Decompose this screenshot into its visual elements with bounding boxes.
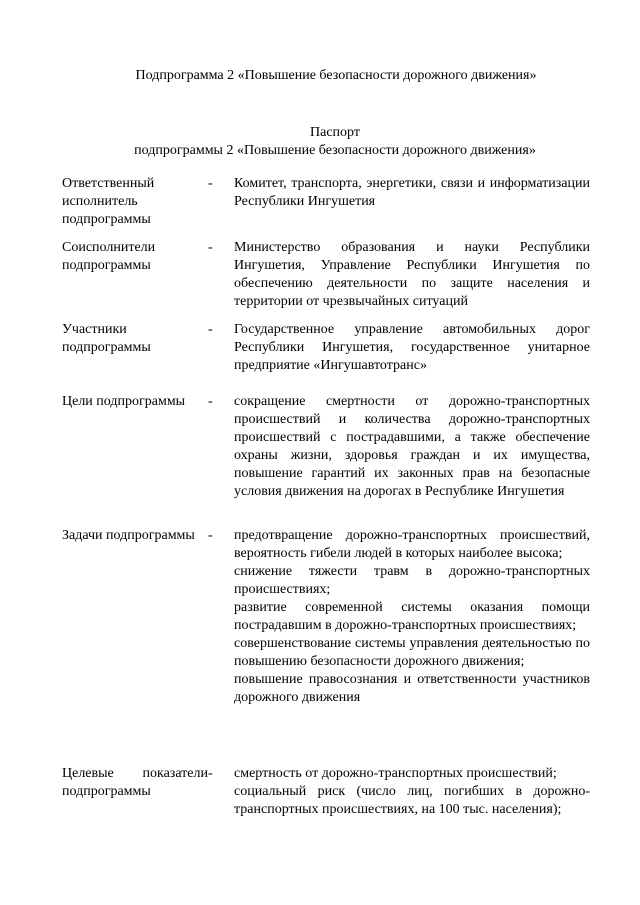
- row-value-paragraph: снижение тяжести травм в дорожно-транспортных происшествиях;: [234, 564, 590, 597]
- row-value-paragraph: сокращение смертности от дорожно-транспортных происшествий и количества дорожно-транспортных происшествий с пострадавшими, а также обеспечение охраны жизни, здоровья граждан и их имущества, повышение гарантий их законных прав на безопасные условия движения на дорогах в Республике Ингушетия: [234, 394, 590, 499]
- row-value-paragraph: Министерство образования и науки Республики Ингушетия, Управление Республики Ингушетия по обеспечению деятельности по защите населения и территории от чрезвычайных ситуаций: [234, 240, 590, 309]
- passport-row-coexecutors: [62, 239, 590, 311]
- row-dash: -: [208, 394, 213, 409]
- row-value: [234, 321, 590, 375]
- row-value-paragraph: повышение правосознания и ответственности участников дорожного движения: [234, 672, 590, 705]
- row-value-paragraph: Комитет, транспорта, энергетики, связи и информатизации Республики Ингушетия: [234, 176, 590, 209]
- row-value-paragraph: социальный риск (число лиц, погибших в дорожно-транспортных происшествиях, на 100 тыс. населения);: [234, 784, 590, 817]
- row-value: [234, 765, 590, 819]
- row-dash: -: [208, 240, 213, 255]
- row-value-paragraph: развитие современной системы оказания помощи пострадавшим в дорожно-транспортных происшествиях;: [234, 600, 590, 633]
- row-value: [234, 527, 590, 707]
- row-value-paragraph: смертность от дорожно-транспортных происшествий;: [234, 766, 557, 781]
- passport-row-responsible: [62, 175, 590, 229]
- row-value-paragraph: совершенствование системы управления деятельностью по повышению безопасности дорожного движения;: [234, 636, 590, 669]
- passport-title-line1: Паспорт: [310, 125, 360, 140]
- passport-title: [0, 124, 640, 160]
- row-value: [234, 239, 590, 311]
- row-dash: -: [208, 766, 213, 781]
- row-label: Участники подпрограммы: [62, 322, 151, 355]
- row-value: [234, 175, 590, 211]
- page-title: Подпрограмма 2 «Повышение безопасности дорожного движения»: [135, 68, 537, 83]
- passport-row-tasks: [62, 527, 590, 707]
- row-value-paragraph: Государственное управление автомобильных дорог Республики Ингушетия, государственное унитарное предприятие «Ингушавтотранс»: [234, 322, 590, 373]
- row-dash: -: [208, 322, 213, 337]
- row-dash: -: [208, 528, 213, 543]
- row-label: Целевые показатели подпрограммы: [62, 766, 208, 799]
- row-label: Задачи подпрограммы: [62, 528, 195, 543]
- row-value-paragraph: предотвращение дорожно-транспортных происшествий, вероятность гибели людей в которых наиболее высока;: [234, 528, 590, 561]
- row-label: Цели подпрограммы: [62, 394, 186, 409]
- passport-title-line2: подпрограммы 2 «Повышение безопасности дорожного движения»: [134, 143, 536, 158]
- row-dash: -: [208, 176, 213, 191]
- passport-row-participants: [62, 321, 590, 375]
- row-value: [234, 393, 590, 501]
- row-label: Соисполнители подпрограммы: [62, 240, 156, 273]
- passport-row-indicators: [62, 765, 590, 819]
- passport-row-goals: [62, 393, 590, 501]
- row-label: Ответственный исполнитель подпрограммы: [62, 176, 155, 227]
